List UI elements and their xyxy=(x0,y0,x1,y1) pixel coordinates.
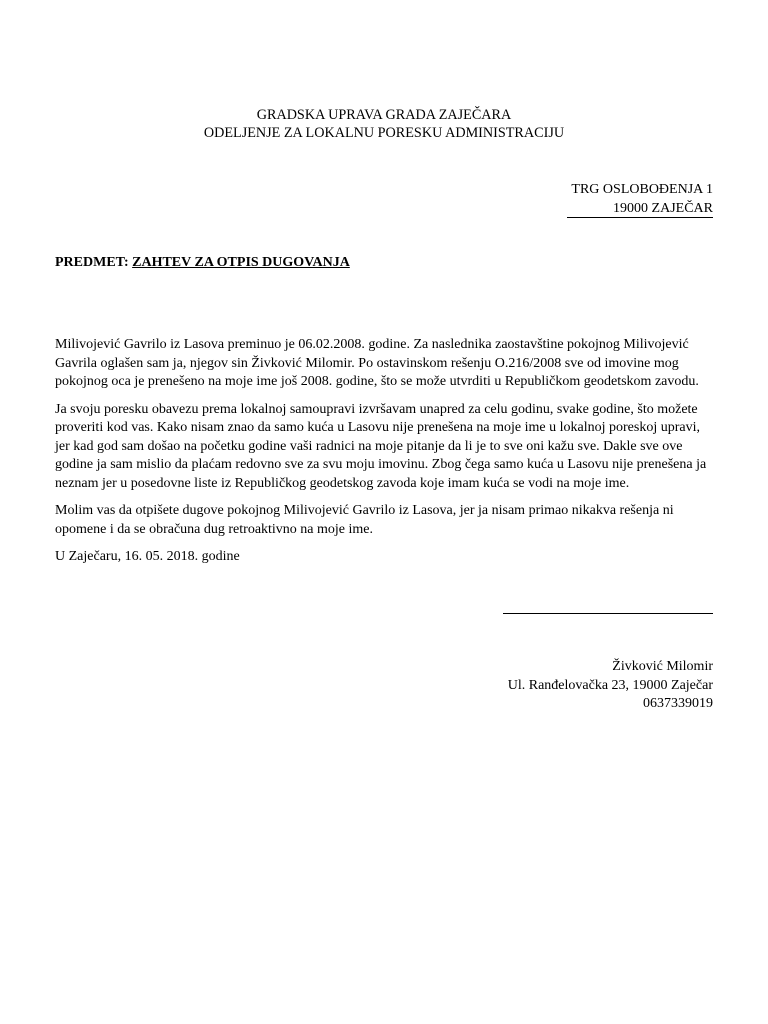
signature-line xyxy=(503,613,713,614)
letter-body xyxy=(55,336,715,576)
signer-name: Živković Milomir xyxy=(612,659,713,674)
signer-phone: 0637339019 xyxy=(643,696,713,711)
recipient-address xyxy=(567,180,713,218)
address-city: 19000 ZAJEČAR xyxy=(567,201,713,218)
subject-label: PREDMET: xyxy=(55,255,129,270)
date-line: U Zaječaru, 16. 05. 2018. godine xyxy=(55,549,240,564)
header-department: ODELJENJE ZA LOKALNU PORESKU ADMINISTRACIJU xyxy=(203,125,565,141)
signature-block xyxy=(508,658,713,714)
address-street: TRG OSLOBOĐENJA 1 xyxy=(571,182,713,197)
subject-text: ZAHTEV ZA OTPIS DUGOVANJA xyxy=(132,255,350,270)
body-paragraph-1: Milivojević Gavrilo iz Lasova preminuo je 06.02.2008. godine. Za naslednika zaostavštine pokojnog Milivojević Gavrila oglašen sam ja, njegov sin Živković Milomir. Po ostavinskom rešenju O.216/2008 sve od imovine mog pokojnog oca je prenešeno na moje ime još 2008. godine, što se može utvrditi u Republičkom geodetskom zavodu. xyxy=(55,337,699,389)
signer-address: Ul. Ranđelovačka 23, 19000 Zaječar xyxy=(507,677,713,693)
body-paragraph-2: Ja svoju poresku obavezu prema lokalnoj samoupravi izvršavam unapred za celu godinu, svake godine, što možete proveriti kod vas. Kako nisam znao da samo kuća u Lasovu nije prenešena na moje ime u lokalnoj poreskoj upravi, jer kad god sam došao na početku godine vaši radnici na moje pitanje da li je to sve oni kažu sve. Dakle sve ove godine ja sam mislio da plaćam redovno sve za svu moju imovinu. Zbog čega samo kuća u Lasovu nije prenešena ja neznam jer u posedovne liste iz Republičkog geodetskog zavoda koje imam kuća se vodi na moje ime. xyxy=(55,401,707,491)
subject-line xyxy=(55,255,350,271)
header-institution: GRADSKA UPRAVA GRADA ZAJEČARA xyxy=(256,107,512,123)
document-header xyxy=(0,106,768,142)
body-paragraph-3: Molim vas da otpišete dugove pokojnog Milivojević Gavrilo iz Lasova, jer ja nisam primao nikakva rešenja ni opomene i da se obračuna dug retroaktivno na moje ime. xyxy=(55,503,674,537)
